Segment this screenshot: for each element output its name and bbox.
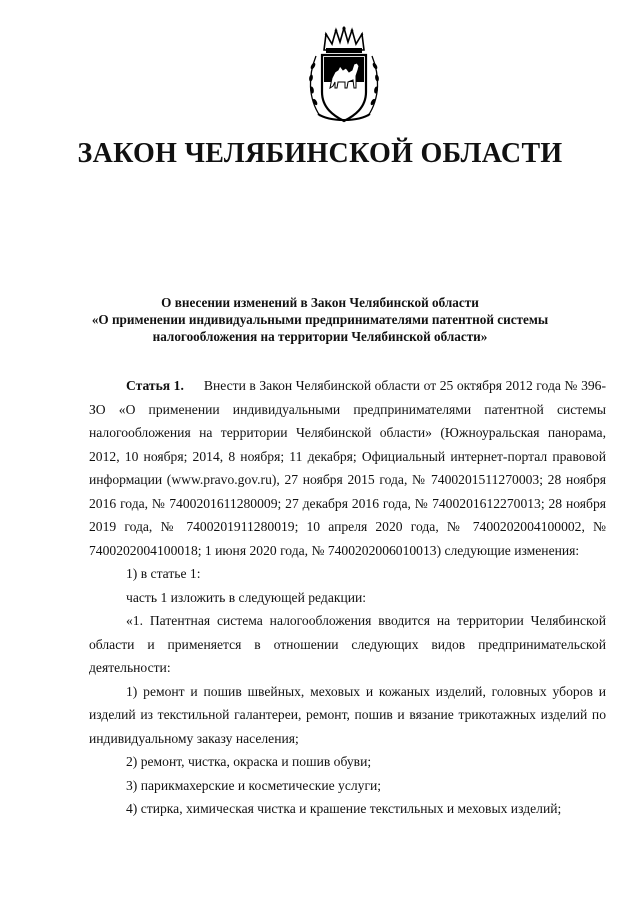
item-1: 1) в статье 1: xyxy=(126,566,201,581)
subject-line-1: О внесении изменений в Закон Челябинской области xyxy=(161,295,479,310)
list-item: 4) стирка, химическая чистка и крашение текстильных и меховых изделий; xyxy=(126,801,562,816)
list-item: 1) ремонт и пошив швейных, меховых и кожаных изделий, головных уборов и изделий из текстильной галантереи, ремонт, пошив и вязание трикотажных изделий по индивидуальному заказу населения; xyxy=(89,683,606,746)
article-label: Статья 1. xyxy=(126,378,184,393)
document-body xyxy=(89,374,606,821)
law-title: ЗАКОН ЧЕЛЯБИНСКОЙ ОБЛАСТИ xyxy=(77,138,563,169)
list-item: 3) парикмахерские и косметические услуги; xyxy=(126,777,382,793)
quoted-part-1: «1. Патентная система налогообложения вводится на территории Челябинской области и применяется в отношении следующих видов предпринимательской деятельности: xyxy=(89,613,606,675)
part-1-instruction: часть 1 изложить в следующей редакции: xyxy=(126,589,367,605)
coat-of-arms-icon xyxy=(302,26,386,126)
article-intro: Внести в Закон Челябинской области от 25 октября 2012 года № 396-ЗО «О применении индивидуальными предпринимателями патентной системы налогообложения на территории Челябинской области» (Южноуральская панорама, 2012, 10 ноября; 2014, 8 ноября; 11 декабря; Официальный интернет-портал правовой информации (www.pravo.gov.ru), 27 ноября 2015 года, № 7400201511270003; 28 ноября 2016 года, № 7400201611280009; 27 декабря 2016 года, № 7400201612270013; 28 ноября 2019 года, № 7400201911280019; 10 апреля 2020 года, № 7400202004100002, № 7400202004100018; 1 июня 2020 года, № 7400202006010013) следующие изменения: xyxy=(89,378,606,558)
subject-line-3: налогообложения на территории Челябинской области» xyxy=(152,329,488,344)
law-subject xyxy=(60,294,580,345)
list-item: 2) ремонт, чистка, окраска и пошив обуви; xyxy=(126,754,372,769)
article-1-paragraph xyxy=(89,374,606,562)
subject-line-2: «О применении индивидуальными предпринимателями патентной системы xyxy=(91,312,549,327)
